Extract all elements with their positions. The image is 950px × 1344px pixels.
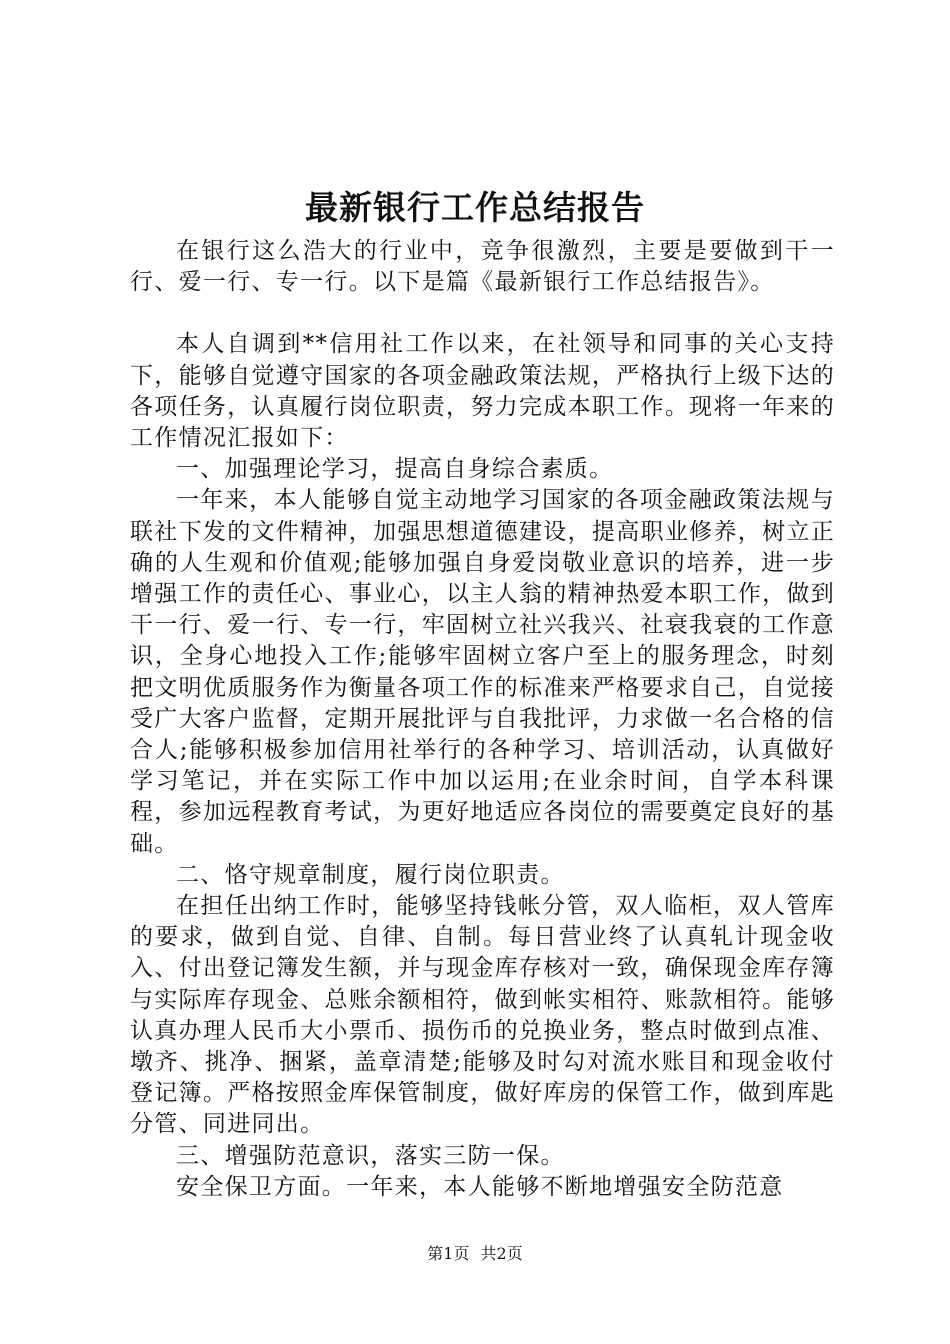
page-number: 第1页 (427, 1244, 470, 1263)
section-heading: 二、恪守规章制度，履行岗位职责。 (176, 861, 565, 888)
page-footer (0, 1244, 950, 1264)
body-paragraph: 在担任出纳工作时，能够坚持钱帐分管，双人临柜，双人管库的要求，做到自觉、自律、自制。每日营业终了认真轧计现金收入、付出登记簿发生额，并与现金库存核对一致，确保现金库存簿与实际库存现金、总账余额相符，做到帐实相符、账款相符。能够认真办理人民币大小票币、损伤币的兑换业务，整点时做到点准、墩齐、挑净、捆紧，盖章清楚;能够及时勾对流水账目和现金收付登记簿。严格按照金库保管制度，做好库房的保管工作，做到库匙分管、同进同出。 (130, 893, 835, 1138)
body-paragraph: 安全保卫方面。一年来，本人能够不断地增强安全防范意 (176, 1173, 784, 1200)
paragraph-spacer (130, 298, 835, 329)
body-paragraph: 一年来，本人能够自觉主动地学习国家的各项金融政策法规与联社下发的文件精神，加强思想道德建设，提高职业修养，树立正确的人生观和价值观;能够加强自身爱岗敬业意识的培养，进一步增强工作的责任心、事业心，以主人翁的精神热爱本职工作，做到干一行、爱一行、专一行，牢固树立社兴我兴、社衰我衰的工作意识，全身心地投入工作;能够牢固树立客户至上的服务理念，时刻把文明优质服务作为衡量各项工作的标准来严格要求自己，自觉接受广大客户监督，定期开展批评与自我批评，力求做一名合格的信合人;能够积极参加信用社举行的各种学习、培训活动，认真做好学习笔记，并在实际工作中加以运用;在业余时间，自学本科课程，参加远程教育考试，为更好地适应各岗位的需要奠定良好的基础。 (130, 487, 835, 857)
body-paragraph: 本人自调到**信用社工作以来，在社领导和同事的关心支持下，能够自觉遵守国家的各项金融政策法规，严格执行上级下达的各项任务，认真履行岗位职责，努力完成本职工作。现将一年来的工作情况汇报如下： (130, 331, 835, 452)
section-heading: 三、增强防范意识，落实三防一保。 (176, 1142, 565, 1169)
page-total: 共2页 (480, 1244, 523, 1263)
intro-paragraph: 在银行这么浩大的行业中，竞争很激烈，主要是要做到干一行、爱一行、专一行。以下是篇《最新银行工作总结报告》。 (130, 238, 835, 296)
section-heading: 一、加强理论学习，提高自身综合素质。 (176, 456, 614, 483)
document-body (130, 236, 835, 1203)
document-title: 最新银行工作总结报告 (305, 188, 645, 227)
